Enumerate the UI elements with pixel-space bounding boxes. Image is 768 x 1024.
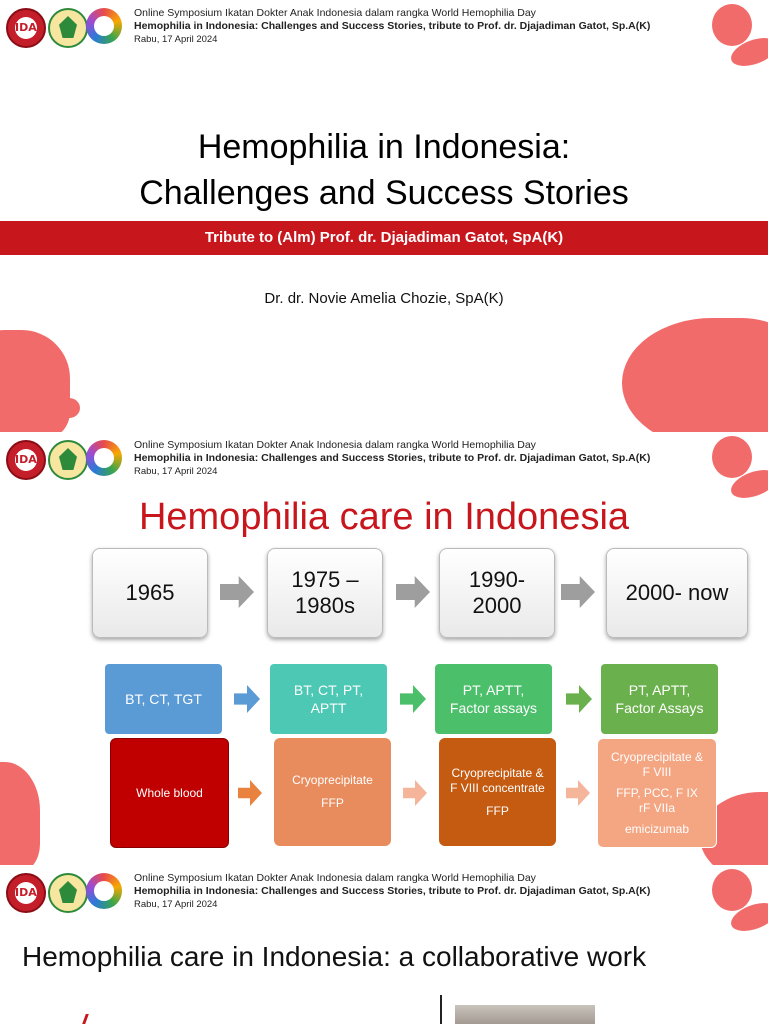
world-hemophilia-logo-icon [86, 8, 122, 44]
photo-image [455, 1005, 595, 1024]
header-line-2: Hemophilia in Indonesia: Challenges and Success Stories, tribute to Prof. dr. Djajadiman Gatot, Sp.A(K) [134, 452, 651, 464]
treatment-box-1990: Cryoprecipitate & F VIII concentrate FFP [439, 738, 556, 846]
world-hemophilia-logo-icon [86, 873, 122, 909]
idai-logo-icon: IDAI [6, 8, 46, 48]
tribute-banner: Tribute to (Alm) Prof. dr. Djajadiman Gatot, SpA(K) [0, 221, 768, 255]
title-line-2: Challenges and Success Stories [139, 174, 629, 212]
divider-line [440, 995, 442, 1024]
year-box-1975: 1975 – 1980s [267, 548, 383, 638]
society-emblem-icon [48, 440, 88, 480]
header-text [134, 7, 650, 46]
idai-logo-icon: IDAI [6, 440, 46, 480]
header-line-2: Hemophilia in Indonesia: Challenges and Success Stories, tribute to Prof. dr. Djajadiman Gatot, Sp.A(K) [134, 885, 651, 897]
slide-header [0, 432, 768, 492]
header-date: Rabu, 17 April 2024 [134, 899, 218, 910]
tests-box-2000: PT, APTT, Factor Assays [601, 664, 718, 734]
header-text [134, 439, 650, 478]
decor-blob-bottom-right [622, 318, 768, 432]
world-hemophilia-logo-icon [86, 440, 122, 476]
tests-box-1990: PT, APTT, Factor assays [435, 664, 552, 734]
header-line-1: Online Symposium Ikatan Dokter Anak Indonesia dalam rangka World Hemophilia Day [134, 439, 536, 451]
decor-blob-left [0, 762, 40, 865]
slide-header [0, 865, 768, 925]
header-line-1: Online Symposium Ikatan Dokter Anak Indonesia dalam rangka World Hemophilia Day [134, 7, 536, 19]
society-emblem-icon [48, 873, 88, 913]
header-line-1: Online Symposium Ikatan Dokter Anak Indonesia dalam rangka World Hemophilia Day [134, 872, 536, 884]
treatment-box-2000: Cryoprecipitate & F VIII FFP, PCC, F IX rF VIIa emicizumab [597, 738, 717, 848]
decor-blob-left [0, 330, 70, 432]
header-text [134, 872, 650, 911]
decor-blob-top-right [712, 4, 752, 46]
year-box-2000: 2000- now [606, 548, 748, 638]
tests-box-1965: BT, CT, TGT [105, 664, 222, 734]
header-date: Rabu, 17 April 2024 [134, 466, 218, 477]
decor-blob-top-right [712, 869, 752, 911]
slide-title-heading [0, 124, 768, 216]
author-name: Dr. dr. Novie Amelia Chozie, SpA(K) [264, 290, 504, 307]
tests-box-1975: BT, CT, PT, APTT [270, 664, 387, 734]
header-line-2: Hemophilia in Indonesia: Challenges and Success Stories, tribute to Prof. dr. Djajadiman Gatot, Sp.A(K) [134, 20, 651, 32]
collaborative-title: Hemophilia care in Indonesia: a collaborative work [22, 941, 647, 972]
decor-blob-left-small [58, 398, 80, 418]
society-emblem-icon [48, 8, 88, 48]
year-box-1965: 1965 [92, 548, 208, 638]
decor-blob-top-right [712, 436, 752, 478]
treatment-box-1965: Whole blood [110, 738, 229, 848]
title-line-1: Hemophilia in Indonesia: [197, 128, 571, 166]
slide-title [0, 0, 768, 432]
timeline-title: Hemophilia care in Indonesia [138, 496, 630, 538]
slide-header [0, 0, 768, 60]
treatment-box-1975: Cryoprecipitate FFP [274, 738, 391, 846]
year-box-1990: 1990- 2000 [439, 548, 555, 638]
header-date: Rabu, 17 April 2024 [134, 34, 218, 45]
idai-logo-icon: IDAI [6, 873, 46, 913]
